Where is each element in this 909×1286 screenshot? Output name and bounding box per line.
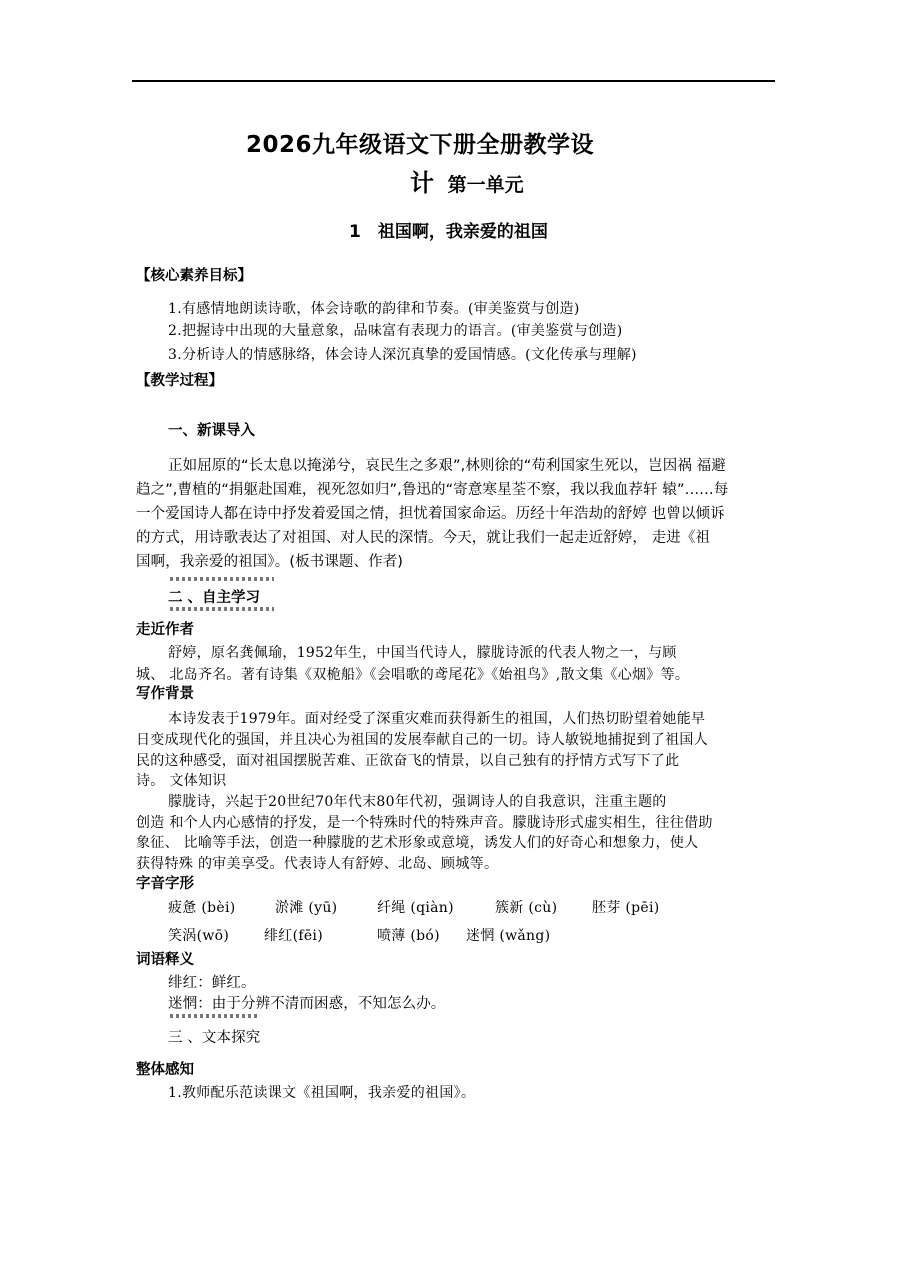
overview-line: 1.教师配乐范读课文《祖国啊，我亲爱的祖国》。 xyxy=(168,1085,476,1101)
decorative-divider xyxy=(170,607,274,611)
pronunciation-item: 疲惫 (bèi) xyxy=(168,900,236,916)
background-paragraph-line: 民的这种感受，面对祖国摆脱苦难、正欲奋飞的情景，以自己独有的抒情方式写下了此 xyxy=(136,753,680,769)
header-rule xyxy=(132,80,775,82)
pronunciation-item: 簇新 (cù) xyxy=(495,900,558,916)
background-paragraph-line: 本诗发表于1979年。面对经受了深重灾难而获得新生的祖国，人们热切盼望着她能早 xyxy=(168,711,706,727)
intro-paragraph-line: 的方式，用诗歌表达了对祖国、对人民的深情。今天，就让我们一起走近舒婷， 走进《祖 xyxy=(136,530,711,546)
genre-paragraph-line: 创造 和个人内心感情的抒发，是一个特殊时代的特殊声音。朦胧诗形式虚实相生，往往借助 xyxy=(136,815,713,831)
genre-paragraph-line: 朦胧诗，兴起于20世纪70年代末80年代初，强调诗人的自我意识，注重主题的 xyxy=(168,794,667,810)
background-paragraph-line: 日变成现代化的强国，并且决心为祖国的发展奉献自己的一切。诗人敏锐地捕捉到了祖国人 xyxy=(136,732,708,748)
background-paragraph-line: 诗。 文体知识 xyxy=(136,773,227,789)
part2-heading: 二 、自主学习 xyxy=(168,590,261,606)
doc-title-line2 xyxy=(410,163,524,198)
intro-paragraph-line: 国啊，我亲爱的祖国》。(板书课题、作者) xyxy=(136,554,404,570)
vocabulary-item: 绯红：鲜红。 xyxy=(168,975,256,991)
goal-item: 1.有感情地朗读诗歌，体会诗歌的韵律和节奏。(审美鉴赏与创造) xyxy=(168,301,580,317)
goal-item: 3.分析诗人的情感脉络，体会诗人深沉真挚的爱国情感。(文化传承与理解) xyxy=(168,347,637,363)
genre-paragraph-line: 获得特殊 的审美享受。代表诗人有舒婷、北岛、顾城等。 xyxy=(136,856,499,872)
goal-item: 2.把握诗中出现的大量意象，品味富有表现力的语言。(审美鉴赏与创造) xyxy=(168,323,623,339)
part1-heading: 一、新课导入 xyxy=(168,423,255,439)
decorative-divider xyxy=(170,577,274,581)
part3-heading: 三 、文本探究 xyxy=(168,1030,261,1046)
pronunciation-item: 淤滩 (yū) xyxy=(275,900,338,916)
author-heading: 走近作者 xyxy=(136,622,194,638)
decorative-divider xyxy=(170,1014,260,1018)
intro-paragraph-line: 一个爱国诗人都在诗中抒发着爱国之情，担忧着国家命运。历经十年浩劫的舒婷 也曾以倾诉 xyxy=(136,506,725,522)
intro-paragraph-line: 趋之”,曹植的“捐躯赴国难，视死忽如归”,鲁迅的“寄意寒星荃不察，我以我血荐轩 辕”……每 xyxy=(136,482,729,498)
section-process-heading: 【教学过程】 xyxy=(136,373,223,389)
doc-title-char: 计 xyxy=(410,169,435,197)
author-paragraph-line: 城、 北岛齐名。著有诗集《双桅船》《会唱歌的鸢尾花》《始祖鸟》,散文集《心烟》等。 xyxy=(136,667,690,683)
pronunciation-row xyxy=(168,897,662,917)
overview-heading: 整体感知 xyxy=(136,1062,194,1078)
pronunciation-item: 迷惘 (wǎng) xyxy=(466,928,551,944)
genre-paragraph-line: 象征、 比喻等手法，创造一种朦胧的艺术形象或意境，诱发人们的好奇心和想象力，使人 xyxy=(136,835,699,851)
pronunciation-item: 绯红(fēi) xyxy=(264,928,323,944)
lesson-title: 1 祖国啊，我亲爱的祖国 xyxy=(349,222,548,242)
author-paragraph-line: 舒婷，原名龚佩瑜，1952年生，中国当代诗人，朦胧诗派的代表人物之一，与顾 xyxy=(168,645,677,661)
pronunciation-item: 胚芽 (pēi) xyxy=(592,900,660,916)
pronunciation-row xyxy=(168,925,550,945)
pronunciation-item: 笑涡(wō) xyxy=(168,928,230,944)
pronunciation-item: 纤绳 (qiàn) xyxy=(377,900,454,916)
pronunciation-item: 喷薄 (bó) xyxy=(377,928,440,944)
unit-label: 第一单元 xyxy=(447,174,524,196)
doc-title-line1: 2026九年级语文下册全册教学设 xyxy=(246,132,595,158)
vocabulary-item: 迷惘：由于分辨不清而困惑，不知怎么办。 xyxy=(168,996,446,1012)
intro-paragraph-line: 正如屈原的“长太息以掩涕兮，哀民生之多艰”,林则徐的“苟利国家生死以，岂因祸 福避 xyxy=(168,458,726,474)
vocabulary-heading: 词语释义 xyxy=(136,952,194,968)
background-heading: 写作背景 xyxy=(136,686,194,702)
section-goals-heading: 【核心素养目标】 xyxy=(136,268,252,284)
pronunciation-heading: 字音字形 xyxy=(136,876,194,892)
